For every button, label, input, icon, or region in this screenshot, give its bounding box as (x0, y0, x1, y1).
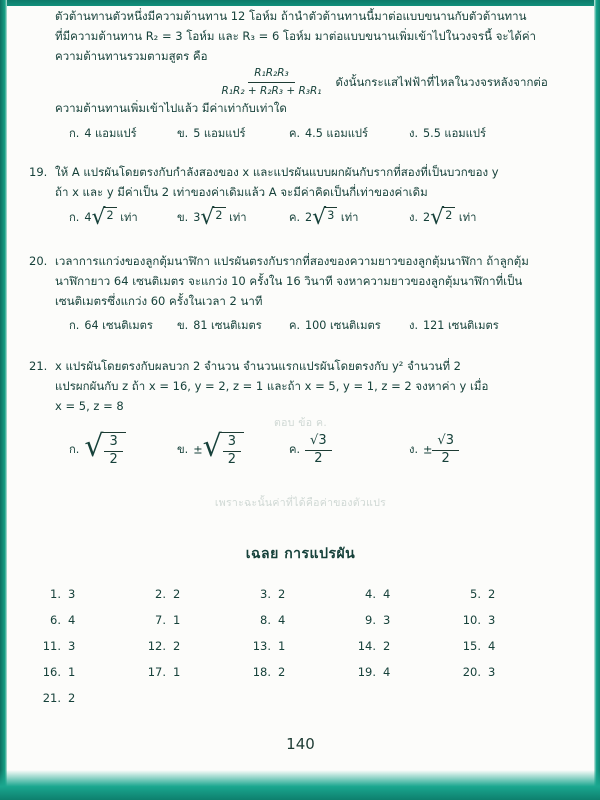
choice-text: 4 แอมแปร์ (84, 126, 137, 140)
answer-item (35, 613, 140, 627)
question-block-19 (7, 164, 594, 229)
fraction-numerator: 3 (223, 434, 241, 452)
answer-value: 1 (173, 612, 181, 627)
show-through-line-2: เพราะฉะนั้นค่าที่ได้คือค่าของตัวแปร (214, 497, 387, 509)
radicand: 3 (324, 207, 337, 229)
show-through-line-1: ตอบ ข้อ ค. (273, 417, 327, 429)
question-block-continued (7, 6, 594, 142)
answer-number: 16. (42, 664, 61, 679)
answer-item (35, 665, 140, 679)
answer-value: 4 (68, 612, 76, 627)
answer-value: 3 (383, 612, 391, 627)
fraction (223, 434, 241, 469)
question-line: ที่มีความต้านทาน R₂ = 3 โอห์ม และ R₃ = 6 โอห์ม มาต่อแบบขนานเพิ่มเข้าไปในวงจรนี้ จะได้ค่า (55, 29, 537, 44)
radicand: 2 (442, 207, 455, 229)
choice-label: ข. (177, 210, 189, 224)
answer-value: 4 (278, 612, 286, 627)
answer-number: 18. (252, 664, 271, 679)
choice-option[interactable] (69, 316, 177, 334)
choice-label: ข. (177, 318, 189, 332)
answer-value: 2 (488, 586, 496, 601)
question-block-21 (7, 358, 594, 469)
choice-suffix: เท่า (229, 210, 247, 224)
resistance-formula (216, 66, 328, 97)
choice-label: ค. (289, 210, 301, 224)
answer-number: 1. (50, 586, 61, 601)
answer-number: 12. (147, 638, 166, 653)
answer-value: 3 (488, 612, 496, 627)
fraction-numerator: 3 (104, 434, 122, 452)
choice-option[interactable] (177, 124, 289, 142)
answer-number: 3. (260, 586, 271, 601)
resistance-formula-row (55, 66, 568, 97)
choice-label: ง. (409, 210, 419, 224)
choice-option[interactable] (69, 428, 177, 469)
answer-item (35, 639, 140, 653)
choice-label: ก. (69, 318, 80, 332)
answer-value: 3 (488, 664, 496, 679)
choice-option[interactable] (177, 428, 289, 469)
fraction (104, 434, 122, 469)
answer-item (140, 587, 245, 601)
answer-item (455, 639, 560, 653)
square-root-symbol: √ 2 (91, 207, 116, 229)
choice-option[interactable] (69, 124, 177, 142)
choice-option[interactable] (409, 433, 519, 468)
answer-number: 17. (147, 664, 166, 679)
choice-label: ก. (69, 443, 80, 457)
fraction-denominator: 2 (441, 450, 450, 466)
fraction-denominator: 2 (109, 451, 118, 467)
choice-option[interactable] (177, 204, 289, 230)
question-line: ตัวต้านทานตัวหนึ่งมีความต้านทาน 12 โอห์ม ถ้านำตัวต้านทานนี้มาต่อแบบขนานกับตัวต้านทาน (55, 9, 527, 23)
page-body (7, 6, 594, 770)
choice-label: ค. (289, 318, 301, 332)
page-content (7, 6, 594, 753)
choice-coefficient: 2 (305, 210, 313, 224)
question-block-20 (7, 253, 594, 334)
square-root-symbol: √ $\frac{3}{2}$ (203, 432, 244, 469)
radicand: 2 (212, 207, 225, 229)
question-number: 19. (29, 164, 48, 179)
answer-value: 1 (278, 638, 286, 653)
choice-option[interactable] (289, 124, 409, 142)
answer-number: 19. (357, 664, 376, 679)
fraction (305, 433, 332, 468)
choice-label: ข. (177, 126, 189, 140)
answer-value: 4 (383, 586, 391, 601)
answer-number: 13. (252, 638, 271, 653)
choice-text: 81 เซนติเมตร (193, 318, 262, 332)
question-line: แปรผกผันกับ z ถ้า x = 16, y = 2, z = 1 และถ้า x = 5, y = 1, z = 2 จงหาค่า y เมื่อ (55, 378, 489, 393)
answer-item (140, 639, 245, 653)
choice-option[interactable] (177, 316, 289, 334)
answer-key-grid (7, 587, 594, 705)
question-line: ถ้า x และ y มีค่าเป็น 2 เท่าของค่าเดิมแล้ว A จะมีค่าคิดเป็นกี่เท่าของค่าเดิม (55, 184, 428, 199)
choice-label: ง. (409, 126, 419, 140)
choice-text: 4.5 แอมแปร์ (305, 126, 369, 140)
choice-label: ค. (289, 126, 301, 140)
answer-number: 20. (462, 664, 481, 679)
formula-numerator: R₁R₂R₃ (248, 66, 295, 82)
answer-value: 4 (383, 664, 391, 679)
question-line: ดังนั้นกระแสไฟฟ้าที่ไหลในวงจรหลังจากต่อ (335, 74, 548, 89)
choice-label: ก. (69, 210, 80, 224)
choice-option[interactable] (409, 316, 519, 334)
square-root-symbol: √ 2 (200, 207, 225, 229)
answer-item (245, 613, 350, 627)
answer-value: 3 (68, 638, 76, 653)
question-first-line (29, 358, 568, 376)
answer-value: 2 (68, 690, 76, 705)
choice-option[interactable] (69, 204, 177, 230)
question-line: เวลาการแกว่งของลูกตุ้มนาฬิกา แปรผันตรงกับรากที่สองของความยาวของลูกตุ้มนาฬิกา ถ้าลูกตุ้ม (55, 253, 529, 268)
question-line: เซนติเมตรซึ่งแกว่ง 60 ครั้งในเวลา 2 นาที (55, 293, 263, 308)
question-first-line (29, 164, 568, 182)
question-line: ให้ A แปรผันโดยตรงกับกำลังสองของ x และแปรผันแบบผกผันกับรากที่สองที่เป็นบวกของ y (55, 164, 499, 179)
choice-label: ก. (69, 126, 80, 140)
choice-option[interactable] (409, 124, 519, 142)
choice-option[interactable] (289, 316, 409, 334)
answer-item (35, 691, 140, 705)
answer-item (350, 665, 455, 679)
choice-coefficient: 2 (423, 210, 431, 224)
choice-sign: ± (423, 443, 433, 457)
answer-number: 9. (365, 612, 376, 627)
choice-suffix: เท่า (458, 210, 477, 224)
square-root-symbol: √ 3 (312, 207, 337, 229)
choice-text: 64 เซนติเมตร (84, 318, 153, 332)
answer-value: 4 (488, 638, 496, 653)
fraction-numerator: √3 (305, 433, 332, 451)
answer-item (245, 587, 350, 601)
answer-number: 5. (470, 586, 481, 601)
answer-value: 3 (68, 586, 76, 601)
choice-row (69, 316, 568, 334)
choice-row (69, 428, 568, 469)
answer-number: 15. (462, 638, 481, 653)
page-edge-bottom (0, 770, 600, 800)
choice-suffix: เท่า (340, 210, 359, 224)
page-edge-left (0, 0, 7, 800)
fraction (432, 433, 459, 468)
question-number: 20. (29, 253, 48, 268)
choice-label: ง. (409, 443, 419, 457)
question-first-line (29, 253, 568, 271)
choice-label: ค. (289, 443, 301, 457)
answer-item (350, 613, 455, 627)
choice-suffix: เท่า (120, 210, 138, 224)
answer-key-title: เฉลย การแปรผัน (245, 545, 356, 562)
answer-item (455, 613, 560, 627)
choice-text: 121 เซนติเมตร (423, 318, 499, 332)
answer-number: 4. (365, 586, 376, 601)
formula-denominator: R₁R₂ + R₂R₃ + R₃R₁ (221, 84, 322, 97)
question-line: นาฬิกายาว 64 เซนติเมตร จะแกว่ง 10 ครั้งใน 16 วินาที จงหาความยาวของลูกตุ้มนาฬิกาที่เป็น (55, 273, 523, 288)
choice-label: ง. (409, 318, 419, 332)
question-line: x แปรผันโดยตรงกับผลบวก 2 จำนวน จำนวนแรกแปรผันโดยตรงกับ y² จำนวนที่ 2 (55, 358, 461, 373)
answer-number: 2. (155, 586, 166, 601)
answer-number: 10. (462, 612, 481, 627)
page-number: 140 (286, 734, 315, 753)
answer-key-section (7, 543, 594, 705)
choice-text: 100 เซนติเมตร (305, 318, 381, 332)
answer-item (245, 665, 350, 679)
answer-item (350, 639, 455, 653)
answer-value: 2 (383, 638, 391, 653)
radicand: 2 (104, 207, 117, 229)
fraction-denominator: 2 (314, 450, 323, 466)
answer-item (35, 587, 140, 601)
square-root-symbol: √ $\frac{3}{2}$ (84, 432, 125, 469)
fraction-numerator: √3 (432, 433, 459, 451)
answer-number: 7. (155, 612, 166, 627)
choice-text: 5.5 แอมแปร์ (423, 126, 487, 140)
answer-item (140, 665, 245, 679)
page-edge-right (594, 0, 600, 800)
fraction-denominator: 2 (227, 451, 236, 467)
choice-text: 5 แอมแปร์ (193, 126, 246, 140)
choice-coefficient: 4 (84, 210, 92, 224)
choice-label: ข. (177, 443, 189, 457)
answer-value: 2 (173, 586, 181, 601)
choice-option[interactable] (409, 204, 519, 230)
question-line: x = 5, z = 8 (55, 398, 124, 413)
choice-row (69, 124, 568, 142)
question-line: ความต้านทานรวมตามสูตร คือ (55, 49, 208, 64)
answer-number: 14. (357, 638, 376, 653)
answer-item (245, 639, 350, 653)
answer-number: 21. (42, 690, 61, 705)
answer-value: 1 (68, 664, 76, 679)
answer-item (455, 587, 560, 601)
answer-number: 11. (42, 638, 61, 653)
answer-item (350, 587, 455, 601)
question-line: ความต้านทานเพิ่มเข้าไปแล้ว มีค่าเท่ากับเท่าใด (55, 100, 287, 115)
choice-option[interactable] (289, 433, 409, 468)
answer-value: 1 (173, 664, 181, 679)
choice-sign: ± (193, 443, 203, 457)
choice-coefficient: 3 (193, 210, 201, 224)
square-root-symbol: √ 2 (430, 207, 455, 229)
answer-value: 2 (173, 638, 181, 653)
question-number: 21. (29, 358, 48, 373)
answer-value: 2 (278, 586, 286, 601)
answer-item (455, 665, 560, 679)
answer-value: 2 (278, 664, 286, 679)
answer-number: 6. (50, 612, 61, 627)
choice-row (69, 204, 568, 230)
answer-number: 8. (260, 612, 271, 627)
choice-option[interactable] (289, 204, 409, 230)
answer-item (140, 613, 245, 627)
